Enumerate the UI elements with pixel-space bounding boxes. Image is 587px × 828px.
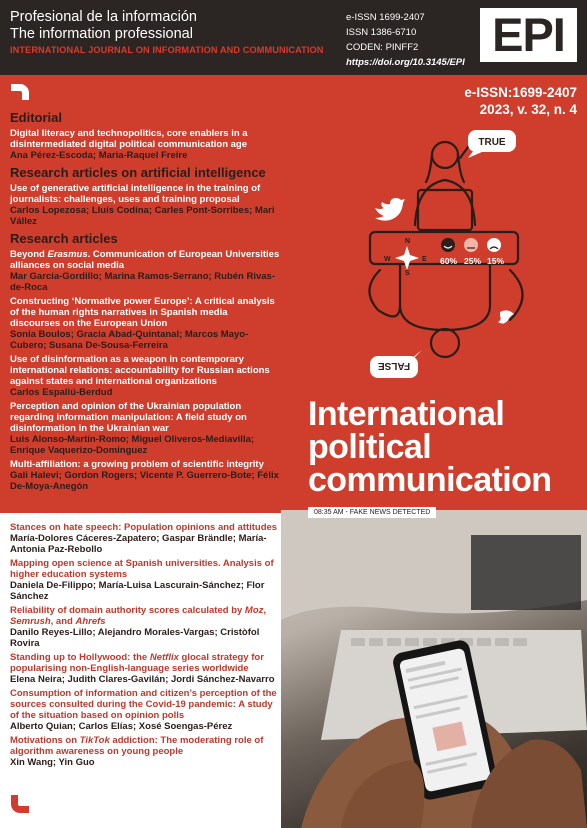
svg-text:E: E [422, 256, 427, 263]
sentiment-happy-icon [441, 238, 455, 252]
article-title: Consumption of information and citizen’s perception of the sources consulted during the Covid-19 pandemic: A study of the situation based on opinion polls [10, 688, 277, 721]
article-item[interactable] [10, 522, 280, 555]
journal-title-es: Profesional de la información [10, 9, 197, 25]
percent-neutral: 25% [464, 256, 482, 266]
issn-label: ISSN 1386-6710 [346, 27, 417, 38]
article-authors: Carlos Lopezosa; Lluís Codina; Carles Pont-Sorribes; Mari Vállez [10, 205, 275, 227]
article-authors: Xin Wang; Yin Guo [10, 757, 95, 768]
article-item[interactable] [10, 401, 280, 456]
article-authors: Alberto Quian; Carlos Elías; Xosé Soengas-Pérez [10, 721, 233, 732]
percent-happy: 60% [440, 256, 458, 266]
article-item[interactable] [10, 605, 280, 649]
article-title: Constructing ‘Normative power Europe’: A critical analysis of the human rights narratives in Spanish media discourses on the European Union [10, 296, 275, 329]
journal-header [0, 0, 587, 75]
article-title: Stances on hate speech: Population opinions and attitudes [10, 522, 278, 533]
article-authors: Mar García-Gordillo; Marina Ramos-Serrano; Rubén Rivas-de-Roca [10, 271, 276, 293]
journal-title-en: The information professional [10, 26, 193, 42]
svg-text:S: S [405, 270, 410, 277]
cover-title-line: communication [308, 461, 552, 499]
cover-title [308, 395, 552, 499]
bubble-true-label: TRUE [478, 137, 506, 148]
article-item[interactable] [10, 128, 280, 161]
issue-info [464, 84, 577, 118]
coden-label: CODEN: PINFF2 [346, 42, 419, 53]
article-title: Reliability of domain authority scores calculated by Moz, Semrush, and Ahrefs [10, 605, 267, 627]
compass-icon [384, 238, 427, 277]
fake-news-notice: 08:35 AM - FAKE NEWS DETECTED [308, 507, 436, 518]
article-authors: Daniela De-Filippo; María-Luisa Lascurain-Sánchez; Flor Sánchez [10, 580, 265, 602]
issue-volume: 2023, v. 32, n. 4 [479, 102, 577, 117]
article-title: Mapping open science at Spanish universities. Analysis of higher education systems [10, 558, 274, 580]
article-authors: Sonia Boulos; Gracia Abad-Quintanal; Marcos Mayo-Cubero; Susana De-Sousa-Ferreira [10, 329, 249, 351]
cover-title-line: political [308, 428, 432, 466]
article-authors: Danilo Reyes-Lillo; Alejandro Morales-Vargas; Cristòfol Rovira [10, 627, 260, 649]
journal-name-block [10, 9, 324, 55]
article-item[interactable] [10, 354, 280, 398]
percent-sad: 15% [487, 256, 505, 266]
cover-title-line: International [308, 395, 505, 433]
article-item[interactable] [10, 296, 280, 351]
article-title: Use of generative artificial intelligence in the training of journalists: challenges, uses and training proposal [10, 183, 261, 205]
sentiment-neutral-icon [464, 238, 478, 252]
article-item[interactable] [10, 652, 280, 685]
bubble-false-label: FALSE [377, 360, 411, 371]
article-item[interactable] [10, 459, 280, 492]
article-authors: María-Dolores Cáceres-Zapatero; Gaspar Brändle; María-Antonia Paz-Rebollo [10, 533, 267, 555]
article-title: Digital literacy and technopolitics, core enablers in a disintermediated digital political communication age [10, 128, 248, 150]
article-item[interactable] [10, 735, 280, 768]
section-research-heading: Research articles [10, 231, 118, 246]
debate-illustration [360, 130, 540, 390]
article-title: Multi-affiliation: a growing problem of scientific integrity [10, 459, 264, 470]
bubble-true [468, 130, 516, 158]
issue-eissn: e-ISSN:1699-2407 [464, 85, 577, 100]
corner-mark-icon [11, 795, 29, 813]
article-authors: Gali Halevi; Gordon Rogers; Vicente P. Guerrero-Bote; Félix De-Moya-Anegón [10, 470, 279, 492]
epi-logo: EPI [480, 8, 577, 62]
bubble-false [370, 350, 422, 378]
article-title: Perception and opinion of the Ukrainian population regarding information manipulation: A field study on disinformation in the Ukrainian war [10, 401, 247, 434]
article-authors: Carlos Espaliú-Berdud [10, 387, 113, 398]
article-title: Motivations on TikTok addiction: The moderating role of algorithm awareness on young people [10, 735, 264, 757]
section-ai-heading: Research articles on artificial intelligence [10, 165, 266, 180]
article-title: Use of disinformation as a weapon in contemporary international relations: accountability for Russian actions against states and international organizations [10, 354, 270, 387]
corner-mark-icon [11, 84, 29, 100]
article-title: Beyond Erasmus. Communication of European Universities alliances on social media [10, 249, 280, 271]
table-of-contents-continued [10, 519, 280, 768]
doi-link[interactable]: https://doi.org/10.3145/EPI [346, 57, 465, 68]
svg-text:N: N [405, 238, 411, 245]
article-item[interactable] [10, 558, 280, 602]
table-of-contents [10, 106, 280, 492]
article-authors: Ana Pérez-Escoda; Maria-Raquel Freire [10, 150, 188, 161]
phone-scene-illustration [281, 510, 587, 828]
article-authors: Luis Alonso-Martín-Romo; Miguel Oliveros-Mediavilla; Enrique Vaquerizo-Domínguez [10, 434, 255, 456]
article-item[interactable] [10, 249, 280, 293]
article-item[interactable] [10, 183, 280, 227]
smartphone-photo [281, 510, 587, 828]
article-authors: Elena Neira; Judith Clares-Gavilán; Jordi Sánchez-Navarro [10, 674, 275, 685]
article-item[interactable] [10, 688, 280, 732]
journal-subtitle: INTERNATIONAL JOURNAL ON INFORMATION AND COMMUNICATION [10, 45, 324, 55]
eissn-label: e-ISSN 1699-2407 [346, 12, 425, 23]
section-editorial-heading: Editorial [10, 110, 63, 125]
article-title: Standing up to Hollywood: the Netflix glocal strategy for popularising non-English-language series worldwide [10, 652, 264, 674]
journal-identifiers [346, 10, 465, 70]
svg-text:W: W [384, 256, 391, 263]
sentiment-sad-icon [487, 238, 501, 252]
twitter-bird-icon [375, 198, 405, 221]
